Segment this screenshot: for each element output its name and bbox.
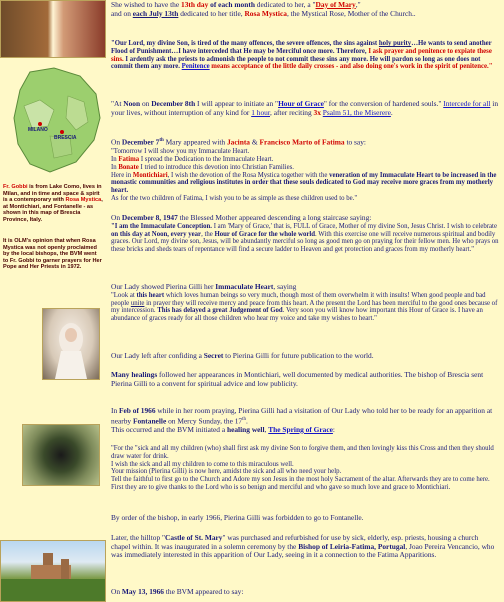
text: to Pierina Gilli for future publication to the world. [223, 351, 374, 360]
text: " was purchased and refurbished for use by sick, elderly, esp. priests, housing a church chapel within. It was inaugurated in a solemn ceremony by the [111, 533, 479, 551]
text: to say: [344, 137, 366, 147]
text: Mary appeared with [163, 137, 227, 147]
text: I ardently ask the priests to admonish the people to not commit these sins any more. He will pardon so long as one does not commit them any more. [111, 55, 481, 71]
text-superscript: th [159, 138, 164, 143]
text-many-healings: Many healings [111, 370, 158, 379]
map-graphic [10, 66, 104, 176]
text: Here in [111, 171, 133, 179]
text-castle-of-st-mary: Castle of St. Mary [165, 533, 223, 542]
para-feb-1966 [111, 407, 499, 435]
text: on this day at Noon, every year [111, 230, 202, 238]
text: . With this exercise one will receive numerous spiritual and bodily graces. Our Lord, my divine son, Jesus, will be abundantly merciful so long as good men go on praying for their fellow men. He who prays on these bricks and sheds tears of repentance will find a secure ladder to Heaven and get protection and graces from my motherly heart." [111, 230, 499, 254]
text: " for the conversion of hardened souls." [323, 99, 444, 108]
text: On [111, 587, 122, 596]
text-day-of-mary: Day of Mary [315, 0, 356, 9]
text: "Look at [111, 291, 137, 299]
text-jacinta: Jacinta [226, 137, 250, 147]
text-december-8th: December 8th [151, 99, 196, 108]
text: on Mercy Sunday, the 17 [166, 416, 243, 426]
text: As for the two children of Fatima, I wish you to be as simple as these children used to be." [111, 194, 358, 202]
sidenote-text: , at Montichiari, and Fontanelle - as shown in this map of Brescia Province, Italy. [3, 197, 103, 223]
text: Our Lady left after confiding a [111, 351, 204, 360]
text: On [111, 213, 122, 222]
text: This occurred and the BVM initiated a [111, 424, 227, 434]
text: Tell the faithful to first go to the Church and Adore my son Jesus in the most holy Sacrament of the altar. Afterwards they are to come here. First they are to give thanks to the Lord who is so benign and merciful and who gave so much love and grace to Montichiari. [111, 476, 490, 491]
sidenote-rosa-mystica: Rosa Mystica [65, 197, 102, 204]
text-superscript: th [242, 416, 247, 422]
text: in prayer they will receive mercy and peace from this heart. A the present the Lord has been merciful to the good ones because of my intercession. [111, 299, 498, 315]
text: , I wish the devotion of the Rosa Mystica together with the [167, 171, 330, 179]
main-article [111, 0, 499, 600]
text: & [249, 137, 260, 147]
text-may-13-1966: May 13, 1966 [121, 587, 164, 596]
text: I wish the sick and all my children to come to this miraculous well. [111, 460, 294, 468]
castle-of-st-mary-photo [0, 540, 106, 602]
sidenote-olm-opinion: It is OLM's opinion that when Rosa Mystica was not openly proclaimed by the local bishops, the BVM went to Fr. Gobbi to garner prayers for Her Pope and Her Priests in 1972. [3, 238, 102, 271]
para-immaculate-heart [111, 283, 499, 323]
text: …He wants to send another Flood of Punishment…I have interceded that He may be Merciful once more. Therefore, [111, 40, 492, 55]
para-hour-of-grace-announce [111, 100, 499, 117]
text-july-13: each July 13th [132, 8, 179, 18]
text-immaculate-conception: "I am the Immaculate Conception. [111, 222, 212, 230]
text: "For the "sick and all my children (who) shall first ask my divine Son to forgive them, and then lovingly kiss this Cross and then they should draw water for drink. [111, 445, 494, 460]
spring-of-grace-well-photo [22, 424, 100, 486]
link-spring-of-grace[interactable]: The Spring of Grace [268, 424, 333, 434]
text-ask-prayer: I ask prayer and penitence to expiate these sins. [111, 47, 492, 63]
text: in your lives, without interruption of any kind for [111, 99, 499, 117]
text-secret: Secret [203, 351, 224, 360]
text: . [246, 416, 248, 426]
text: I will appear to initiate an " [195, 99, 279, 108]
text: , saying [273, 282, 297, 291]
text: and on [111, 8, 133, 18]
text-noon: Noon [123, 99, 141, 108]
text: this heart [136, 291, 165, 299]
text: . [390, 107, 393, 117]
link-psalm-51[interactable]: Psalm 51, the Miserere [322, 107, 391, 117]
sidenote-text: is from Lake Como, lives in Milan, and in time and space & spirit is a contemporary with [3, 184, 102, 204]
para-secret [111, 352, 499, 361]
text: Your mission (Pierina Gilli) is now here, amidst the sick and all who need your help. [111, 468, 342, 476]
text: followed her appearances in Montichiari, well documented by medical authorities. The bishop of Brescia sent Pierina Gilli to a convent for spiritual advice and low publicity. [111, 370, 484, 388]
statue-photo-top [0, 0, 106, 58]
text: , Joao Pereira Vencancio, who was immediately interested in this apparition of Our Lady, seeing in it a connection to the Fatima Apparitions. [111, 541, 495, 560]
text: dedicated to her, a " [254, 0, 316, 9]
text: "Our Lord, my divine Son, is tired of the many offences, the severe offences, the sins against [111, 40, 379, 47]
text: I spread the Dedication to the Immaculate Heart. [139, 155, 274, 163]
text-bonate: Bonate [118, 163, 139, 171]
text-healing-well: healing well [226, 424, 265, 434]
text-francisco-marto: Francisco Marto of Fatima [259, 137, 345, 147]
para-healings [111, 371, 499, 388]
para-well-message [111, 445, 499, 492]
rosa-mystica-statue-photo [42, 308, 100, 380]
text: while in her room praying, Pierina Gilli had a visitation of Our Lady who told her to be ready for an apparition at nearby [111, 406, 493, 426]
para-13th-day [111, 1, 499, 18]
text: This has delayed a great Judgement of God [157, 307, 283, 315]
link-1-hour[interactable]: 1 hour [251, 107, 270, 117]
text-unite: unite [130, 299, 145, 307]
para-december-8-1947 [111, 214, 499, 254]
text-bishop-leiria-fatima: Bishop of Leiria-Fatima, Portugal [298, 541, 406, 551]
text: , the [201, 230, 215, 238]
text-feb-1966: Feb of 1966 [119, 406, 156, 415]
text: , after reciting [270, 107, 314, 117]
text: ," [355, 0, 361, 9]
map-label-milano: MILANO [28, 127, 48, 133]
brescia-province-map [10, 66, 104, 176]
left-sidebar [0, 0, 106, 600]
text: : [332, 424, 335, 434]
text: Hour of Grace for the whole world [214, 230, 316, 238]
text: , the Mystical Rose, Mother of the Church.. [286, 8, 416, 18]
link-intercede-for-all[interactable]: Intercede for all [443, 99, 491, 108]
text-december-8-1947: December 8, 1947 [121, 213, 178, 222]
text-montichiari: Montichiari [132, 171, 168, 179]
text: In [111, 155, 119, 163]
para-message-holy-purity [111, 40, 499, 71]
text: In [111, 406, 120, 415]
text: Our Lady showed Pierina Gilli her [111, 282, 216, 291]
text-3x: 3x [313, 107, 321, 117]
text-december-7: December 7 [121, 137, 160, 147]
text-rosa-mystica: Rosa Mystica [244, 8, 287, 18]
text: "Tomorrow I will show you my Immaculate Heart. [111, 148, 250, 156]
text: which loves human beings so very much, though most of them overwhelm it with insults! When good people and bad people [111, 291, 486, 307]
text: She wished to have the [111, 0, 181, 9]
text: In [111, 163, 119, 171]
text: Later, the hilltop " [111, 533, 166, 542]
map-label-brescia: BRESCIA [54, 135, 77, 141]
text: "At [111, 99, 124, 108]
text: I tried to introduce this devotion into Christian Families. [138, 163, 294, 171]
para-may-13-1966 [111, 588, 499, 597]
text: On [111, 137, 122, 147]
castle-graphic [1, 541, 105, 601]
link-hour-of-grace[interactable]: Hour of Grace [278, 99, 324, 108]
para-forbidden [111, 514, 499, 523]
para-december-7 [111, 137, 499, 203]
text: , [264, 424, 269, 434]
text-holy-purity: holy purity [378, 40, 412, 47]
text-fatima: Fatima [118, 155, 140, 163]
text: dedicated to her title, [178, 8, 245, 18]
text: on [140, 99, 152, 108]
text: . Very soon you will know how important this Hour of Grace is. I have an abundance of graces ready for all those children who hear my voice and take my wishes to heart." [111, 307, 483, 323]
statue-graphic [43, 309, 99, 379]
link-penitence[interactable]: Penitence [181, 63, 210, 71]
text-immaculate-heart: Immaculate Heart [215, 282, 274, 291]
text-fontanelle: Fontanelle [132, 416, 167, 426]
text-13th-day: 13th day [181, 0, 209, 9]
text: of each month [210, 0, 255, 9]
text: I am 'Mary of Grace,' that is, FULL of Grace, Mother of my divine Son, Jesus Christ. I wish to celebrate [212, 222, 497, 230]
sidenote-gobbi-name: Fr. Gobbi [3, 184, 28, 190]
text: By order of the bishop, in early 1966, Pierina Gilli was forbidden to go to Fontanelle. [111, 513, 364, 522]
para-castle [111, 534, 499, 560]
sidenote-gobbi [3, 184, 103, 224]
text-veneration: veneration of my Immaculate Heart to be increased in the monastic communities and religious institutes in order that these souls dedicated to God may receive more graces from my motherly heart. [111, 171, 497, 195]
text: the BVM appeared to say: [163, 587, 244, 596]
text: the Blessed Mother appeared descending a long staircase saying: [177, 213, 372, 222]
text: means acceptance of the little daily crosses - and also doing one's work in the spirit of penitence." [209, 63, 493, 71]
